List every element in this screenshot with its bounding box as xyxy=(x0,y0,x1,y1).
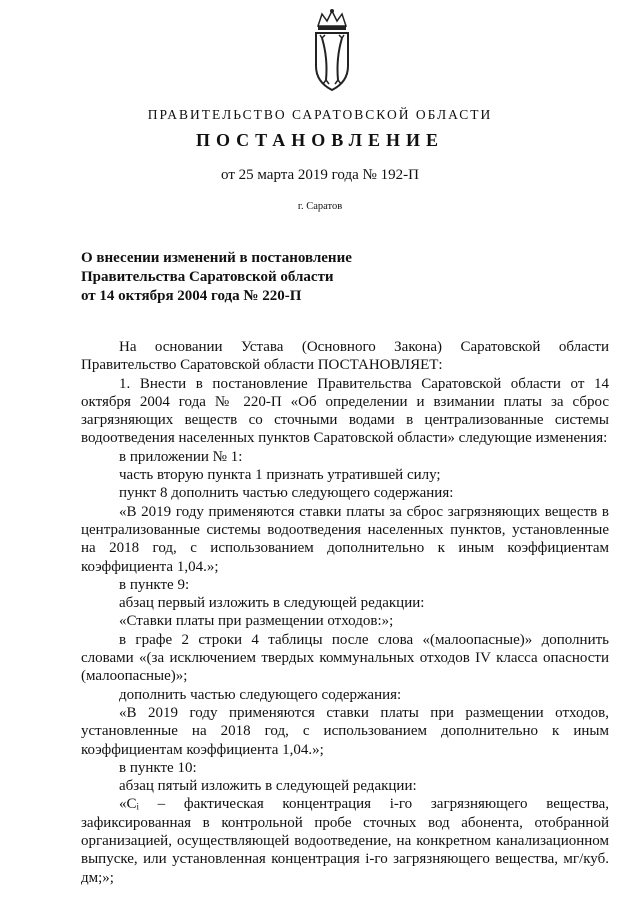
body-paragraph: в приложении № 1: xyxy=(119,448,243,465)
document-city: г. Саратов xyxy=(297,201,343,212)
body-paragraph: в пункте 9: xyxy=(119,576,190,593)
body-paragraph: пункт 8 дополнить частью следующего содержания: xyxy=(119,485,454,502)
coat-of-arms-emblem xyxy=(304,8,360,94)
body-paragraph: абзац пятый изложить в следующей редакции: xyxy=(119,778,417,795)
body-paragraph: На основании Устава (Основного Закона) Саратовской области Правительство Саратовской области ПОСТАНОВЛЯЕТ: xyxy=(81,339,609,374)
body-paragraph: дополнить частью следующего содержания: xyxy=(119,686,402,703)
body-paragraph: «В 2019 году применяются ставки платы за сброс загрязняющих веществ в централизованные системы водоотведения населенных пунктов, установленные на 2018 год, с использованием дополнительно к иным коэффициентам коэффициента 1,04.»; xyxy=(81,503,609,575)
subject-line: О внесении изменений в постановление xyxy=(81,250,352,266)
body-paragraph: «Cᵢ – фактическая концентрация i-го загрязняющего вещества, зафиксированная в контрольной пробе сточных вод абонента, отобранной организацией, осуществляющей водоотведение, на конкретном канализационном выпуске, или установленная концентрация i-го загрязняющего вещества, мг/куб. дм;»; xyxy=(81,796,609,886)
document-body xyxy=(81,338,609,887)
body-paragraph: 1. Внести в постановление Правительства Саратовской области от 14 октября 2004 года № 220-П «Об определении и взимании платы за сброс загрязняющих веществ со сточными водами в централизованные системы водоотведения населенных пунктов Саратовской области» следующие изменения: xyxy=(81,375,609,447)
body-paragraph: в графе 2 строки 4 таблицы после слова «(малоопасные)» дополнить словами «(за исключением твердых коммунальных отходов IV класса опасности (малоопасные)»; xyxy=(81,631,609,685)
body-paragraph: «Ставки платы при размещении отходов:»; xyxy=(119,613,394,630)
body-paragraph: часть вторую пункта 1 признать утратившей силу; xyxy=(119,467,441,484)
document-type-title: ПОСТАНОВЛЕНИЕ xyxy=(195,130,445,150)
body-paragraph: в пункте 10: xyxy=(119,759,197,776)
document-date-number: от 25 марта 2019 года № 192-П xyxy=(221,167,419,183)
body-paragraph: абзац первый изложить в следующей редакции: xyxy=(119,595,425,612)
subject-line: Правительства Саратовской области xyxy=(81,269,334,285)
document-subject xyxy=(81,249,352,306)
body-paragraph: «В 2019 году применяются ставки платы при размещении отходов, установленные на 2018 год, с использованием дополнительно к иным коэффициентам коэффициента 1,04.»; xyxy=(81,704,609,758)
subject-line: от 14 октября 2004 года № 220-П xyxy=(81,288,302,304)
government-name: ПРАВИТЕЛЬСТВО САРАТОВСКОЙ ОБЛАСТИ xyxy=(147,107,493,122)
